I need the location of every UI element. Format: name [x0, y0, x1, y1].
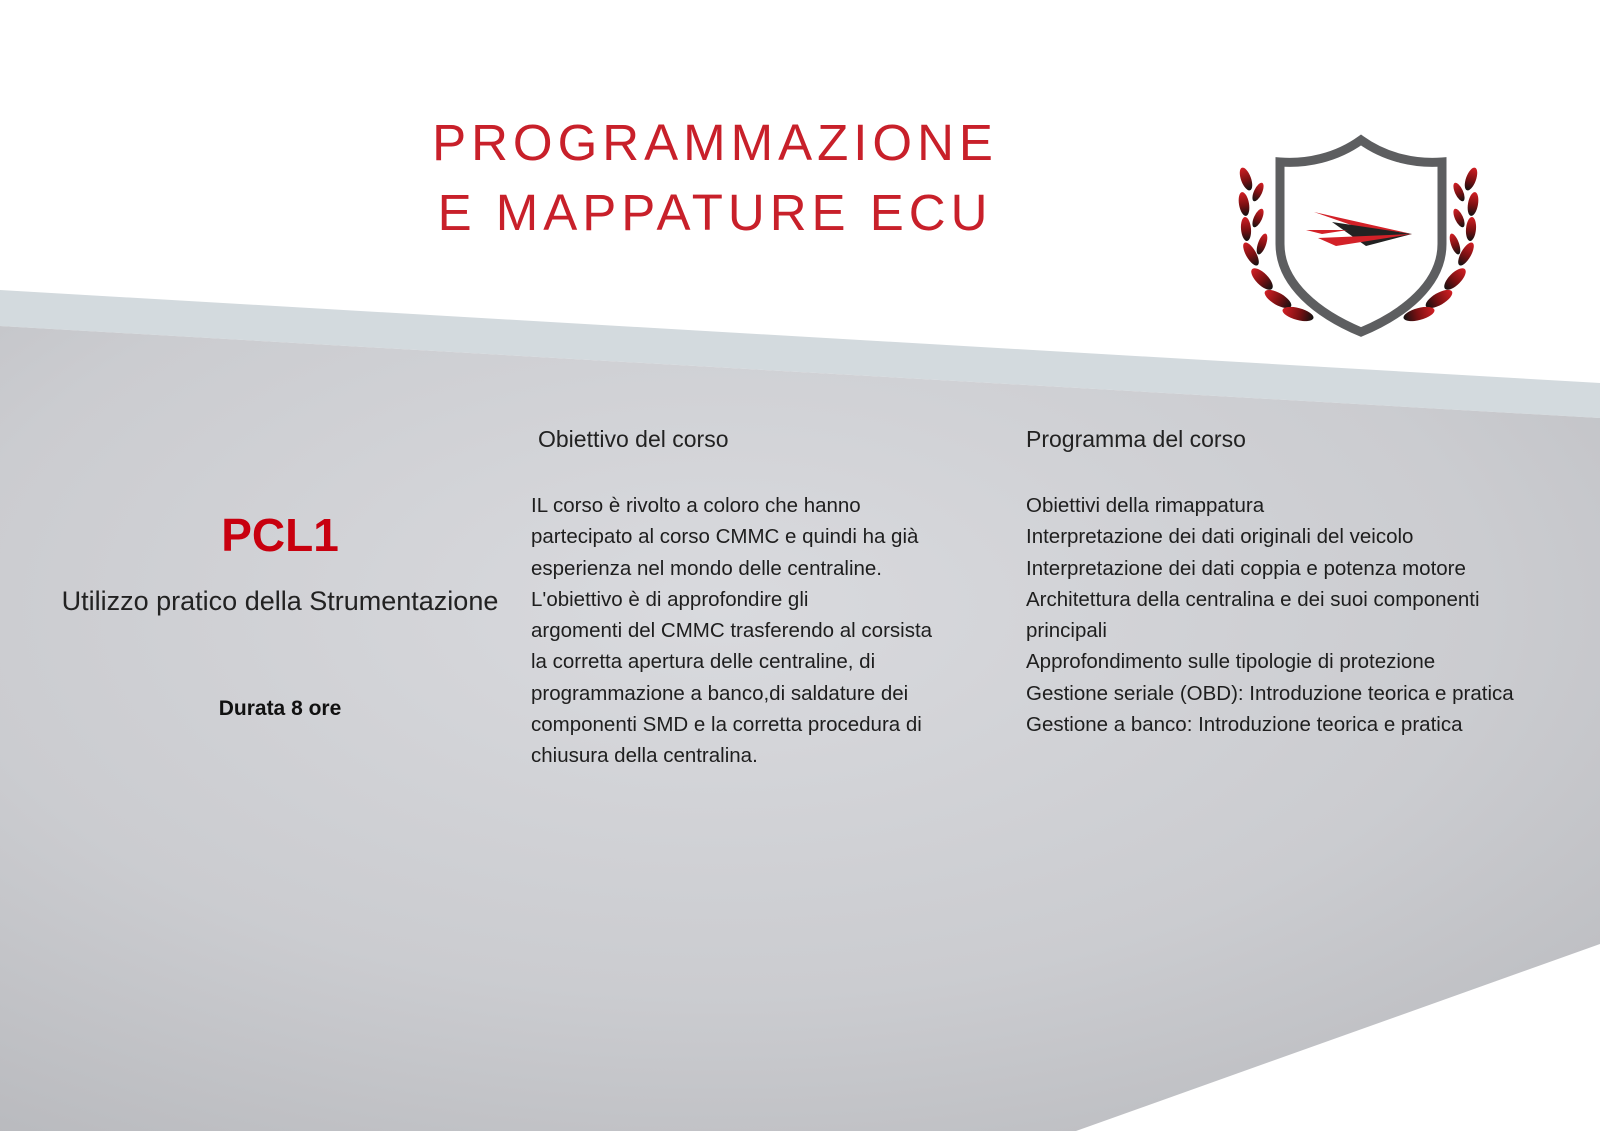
objective-line: componenti SMD e la corretta procedura di: [531, 713, 922, 737]
program-item: Approfondimento sulle tipologie di protezione: [1026, 650, 1436, 674]
shield-laurel-logo-icon: [1236, 134, 1486, 344]
course-code: PCL1: [221, 509, 339, 561]
page-title: [330, 108, 1100, 248]
objective-line: L'obiettivo è di approfondire gli: [531, 587, 809, 611]
objective-line: programmazione a banco,di saldature dei: [531, 681, 909, 705]
objective-line: chiusura della centralina.: [531, 744, 758, 768]
objective-line: argomenti del CMMC trasferendo al corsista: [531, 619, 933, 643]
program-item: Interpretazione dei dati coppia e potenza motore: [1026, 556, 1466, 580]
objective-line: IL corso è rivolto a coloro che hanno: [531, 494, 861, 517]
program-item: Architettura della centralina e dei suoi componenti: [1026, 587, 1480, 611]
objective-text: [531, 490, 986, 772]
program-item: Gestione seriale (OBD): Introduzione teorica e pratica: [1026, 681, 1514, 705]
objective-line: la corretta apertura delle centraline, di: [531, 650, 876, 674]
objective-heading: Obiettivo del corso: [538, 426, 729, 452]
title-line-2: E MAPPATURE ECU: [437, 184, 993, 241]
title-line-1: PROGRAMMAZIONE: [432, 114, 998, 171]
course-duration: Durata 8 ore: [218, 697, 342, 720]
program-item: principali: [1026, 619, 1107, 643]
objective-line: esperienza nel mondo delle centraline.: [531, 556, 883, 580]
course-subtitle: Utilizzo pratico della Strumentazione: [61, 586, 499, 616]
program-item: Interpretazione dei dati originali del veicolo: [1026, 525, 1414, 549]
objective-line: partecipato al corso CMMC e quindi ha già: [531, 525, 919, 549]
program-heading: Programma del corso: [1026, 426, 1246, 452]
program-item: Obiettivi della rimappatura: [1026, 494, 1265, 517]
program-list: [1026, 490, 1581, 740]
program-item: Gestione a banco: Introduzione teorica e pratica: [1026, 713, 1463, 737]
